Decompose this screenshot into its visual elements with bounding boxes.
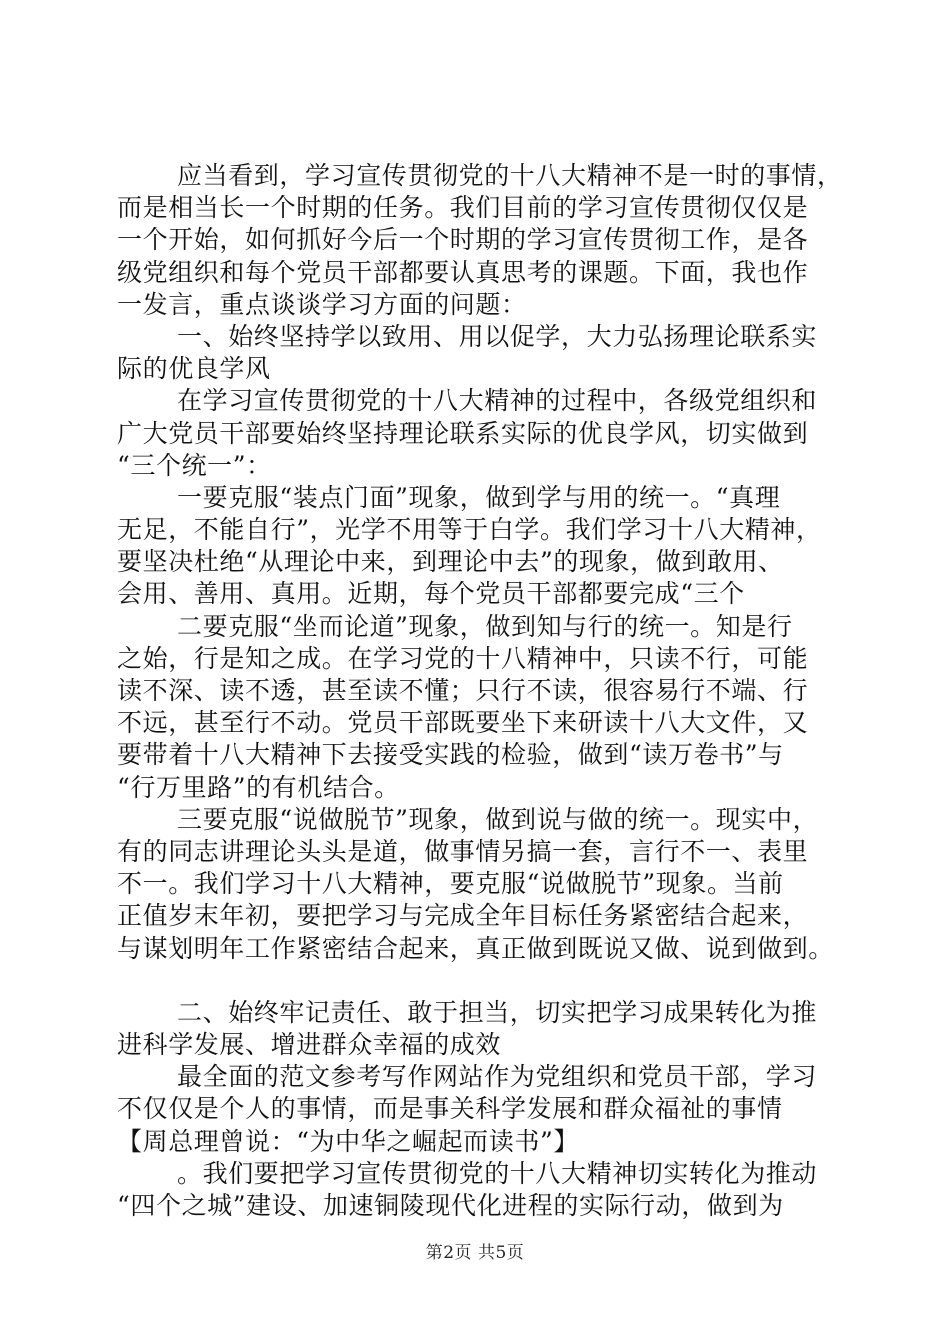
text-line: “行万里路”的有机结合。 [117, 772, 400, 802]
text-line: 读不深、读不透，甚至读不懂；只行不读，很容易行不端、行 [117, 676, 809, 705]
body-text [117, 160, 843, 1222]
text-line: 不仅仅是个人的事情，而是事关科学发展和群众福祉的事情 [117, 1094, 783, 1124]
text-line: 不一。我们学习十八大精神，要克服“说做脱节”现象。当前 [117, 869, 784, 899]
text-line: 不远，甚至行不动。党员干部既要坐下来研读十八大文件，又 [117, 708, 809, 738]
section-heading-2-cont: 进科学发展、增进群众幸福的成效 [117, 1030, 502, 1060]
text-line: 会用、善用、真用。近期，每个党员干部都要完成“三个 [117, 579, 745, 609]
text-line: 一发言，重点谈谈学习方面的问题： [117, 289, 527, 319]
text-line: “三个统一”： [117, 450, 272, 480]
text-line: 在学习宣传贯彻党的十八大精神的过程中，各级党组织和 [177, 386, 818, 416]
section-heading-2: 二、始终牢记责任、敢于担当，切实把学习成果转化为推 [177, 997, 818, 1027]
text-line: 一要克服“装点门面”现象，做到学与用的统一。“真理 [177, 482, 781, 512]
text-line: 【周总理曾说：“为中华之崛起而读书”】 [117, 1126, 579, 1156]
text-line: 。我们要把学习宣传贯彻党的十八大精神切实转化为推动 [177, 1158, 818, 1188]
text-line: 级党组织和每个党员干部都要认真思考的课题。下面，我也作 [117, 257, 809, 287]
page-number-footer: 第2页 共5页 [425, 1243, 525, 1263]
text-line: 要坚决杜绝“从理论中来，到理论中去”的现象，做到敢用、 [117, 547, 784, 577]
text-line: 一个开始，如何抓好今后一个时期的学习宣传贯彻工作，是各 [117, 225, 809, 255]
text-line: 最全面的范文参考写作网站作为党组织和党员干部，学习 [177, 1062, 818, 1092]
text-line: 二要克服“坐而论道”现象，做到知与行的统一。知是行 [177, 611, 793, 641]
text-line: 广大党员干部要始终坚持理论联系实际的优良学风，切实做到 [117, 418, 809, 448]
section-heading-1: 一、始终坚持学以致用、用以促学，大力弘扬理论联系实 [177, 321, 818, 351]
text-line: 三要克服“说做脱节”现象，做到说与做的统一。现实中， [177, 804, 819, 834]
text-line: 应当看到，学习宣传贯彻党的十八大精神不是一时的事情， [177, 161, 843, 190]
text-line: “四个之城”建设、加速铜陵现代化进程的实际行动，做到为 [117, 1191, 784, 1220]
text-line: 之始，行是知之成。在学习党的十八精神中，只读不行，可能 [117, 643, 809, 673]
text-line: 要带着十八大精神下去接受实践的检验，做到“读万卷书”与 [117, 740, 784, 770]
text-line: 有的同志讲理论头头是道，做事情另搞一套，言行不一、表里 [117, 836, 809, 866]
text-line: 无足，不能自行”，光学不用等于白学。我们学习十八大精神， [117, 515, 822, 545]
text-line: 而是相当长一个时期的任务。我们目前的学习宣传贯彻仅仅是 [117, 193, 809, 223]
text-line: 正值岁末年初，要把学习与完成全年目标任务紧密结合起来， [117, 901, 809, 931]
section-heading-1-cont: 际的优良学风 [117, 354, 271, 384]
paragraph-gap [117, 965, 837, 997]
text-line: 与谋划明年工作紧密结合起来，真正做到既说又做、说到做到。 [117, 933, 834, 963]
